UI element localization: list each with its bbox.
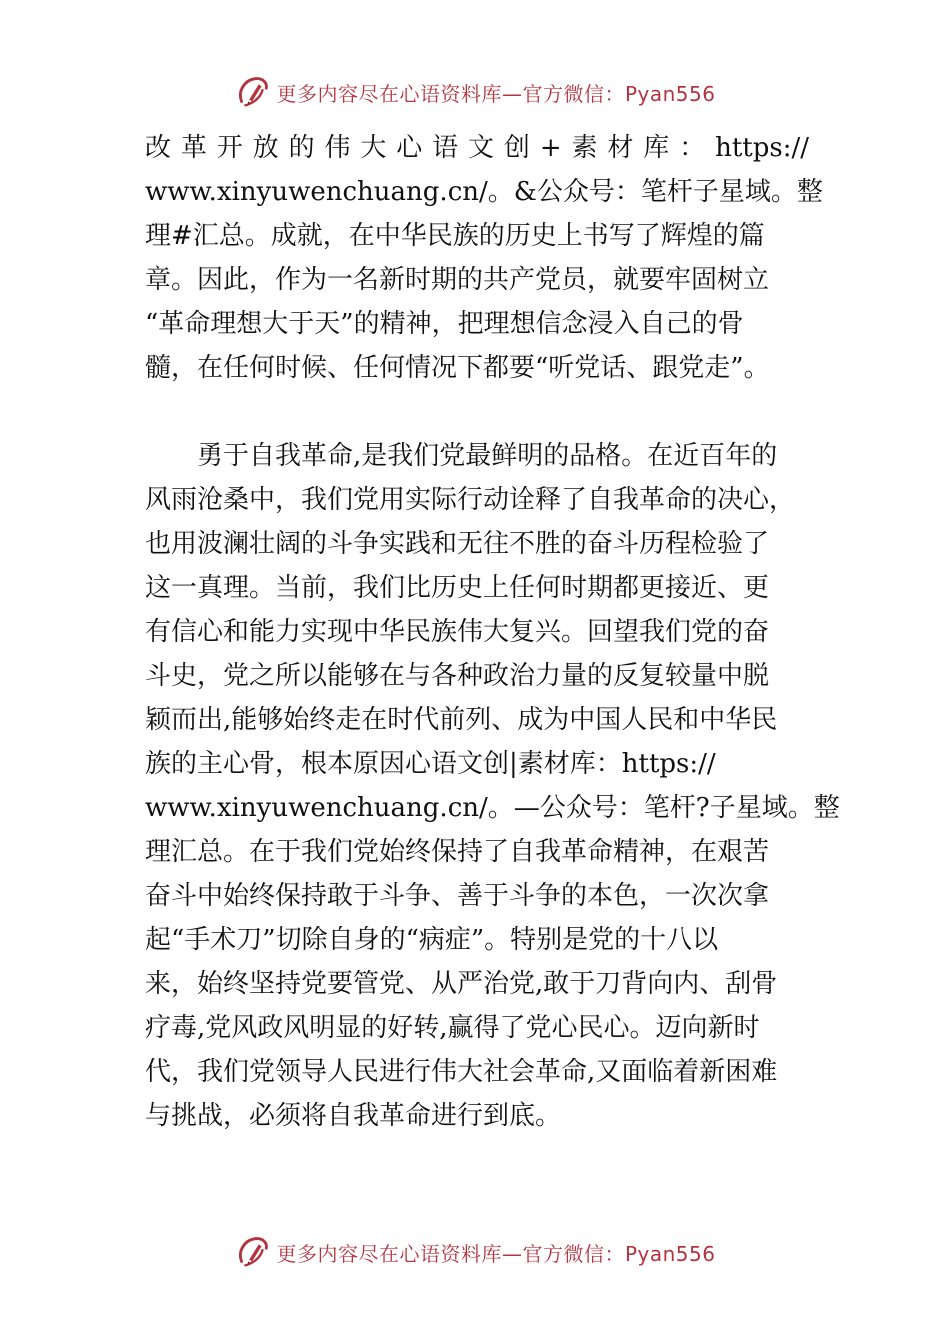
text-line: 勇于自我革命,是我们党最鲜明的品格。在近百年的 (197, 441, 778, 471)
document-body (145, 126, 840, 1138)
text-line: 风雨沧桑中，我们党用实际行动诠释了自我革命的决心， (145, 485, 796, 515)
text-line: 髓，在任何时候、任何情况下都要“听党话、跟党走”。 (145, 353, 770, 383)
text-line: 斗史，党之所以能够在与各种政治力量的反复较量中脱 (145, 661, 770, 691)
text-line: 族的主心骨，根本原因心语文创|素材库：https:// (145, 749, 716, 779)
text-line: 起“手术刀”切除自身的“病症”。特别是党的十八以 (145, 925, 719, 955)
text-line: 理汇总。在于我们党始终保持了自我革命精神，在艰苦 (145, 837, 770, 867)
text-line: 理#汇总。成就，在中华民族的历史上书写了辉煌的篇 (145, 221, 765, 251)
footer-banner-text: 更多内容尽在心语资料库—官方微信：Pyan556 (276, 1241, 716, 1266)
paragraph-2 (145, 434, 840, 1138)
text-line: 与挑战，必须将自我革命进行到底。 (145, 1101, 562, 1131)
text-line: “革命理想大于天”的精神，把理想信念浸入自己的骨 (145, 309, 744, 339)
quill-pen-swirl-icon (234, 1233, 272, 1271)
footer-banner (0, 1232, 950, 1272)
text-line: 奋斗中始终保持敢于斗争、善于斗争的本色，一次次拿 (145, 881, 770, 911)
text-line: 颖而出,能够始终走在时代前列、成为中国人民和中华民 (145, 705, 778, 735)
paragraph-1 (145, 126, 823, 390)
quill-pen-swirl-icon (234, 73, 272, 111)
text-line: 章。因此，作为一名新时期的共产党员，就要牢固树立 (145, 265, 770, 295)
text-line: 这一真理。当前，我们比历史上任何时期都更接近、更 (145, 573, 770, 603)
paragraph-gap (145, 390, 809, 434)
header-banner (0, 72, 950, 112)
text-line: 来，始终坚持党要管党、从严治党,敢于刀背向内、刮骨 (145, 969, 778, 999)
text-line: www.xinyuwenchuang.cn/。&公众号：笔杆子星域。整 (145, 177, 823, 207)
text-line: 疗毒,党风政风明显的好转,赢得了党心民心。迈向新时 (145, 1013, 760, 1043)
text-line: 代，我们党领导人民进行伟大社会革命,又面临着新困难 (145, 1057, 778, 1087)
text-line: 有信心和能力实现中华民族伟大复兴。回望我们党的奋 (145, 617, 770, 647)
text-line: 改革开放的伟大心语文创+素材库：https:// (145, 133, 809, 163)
text-line: www.xinyuwenchuang.cn/。—公众号：笔杆?子星域。整 (145, 793, 840, 823)
header-banner-text: 更多内容尽在心语资料库—官方微信：Pyan556 (276, 81, 716, 106)
text-line: 也用波澜壮阔的斗争实践和无往不胜的奋斗历程检验了 (145, 529, 770, 559)
